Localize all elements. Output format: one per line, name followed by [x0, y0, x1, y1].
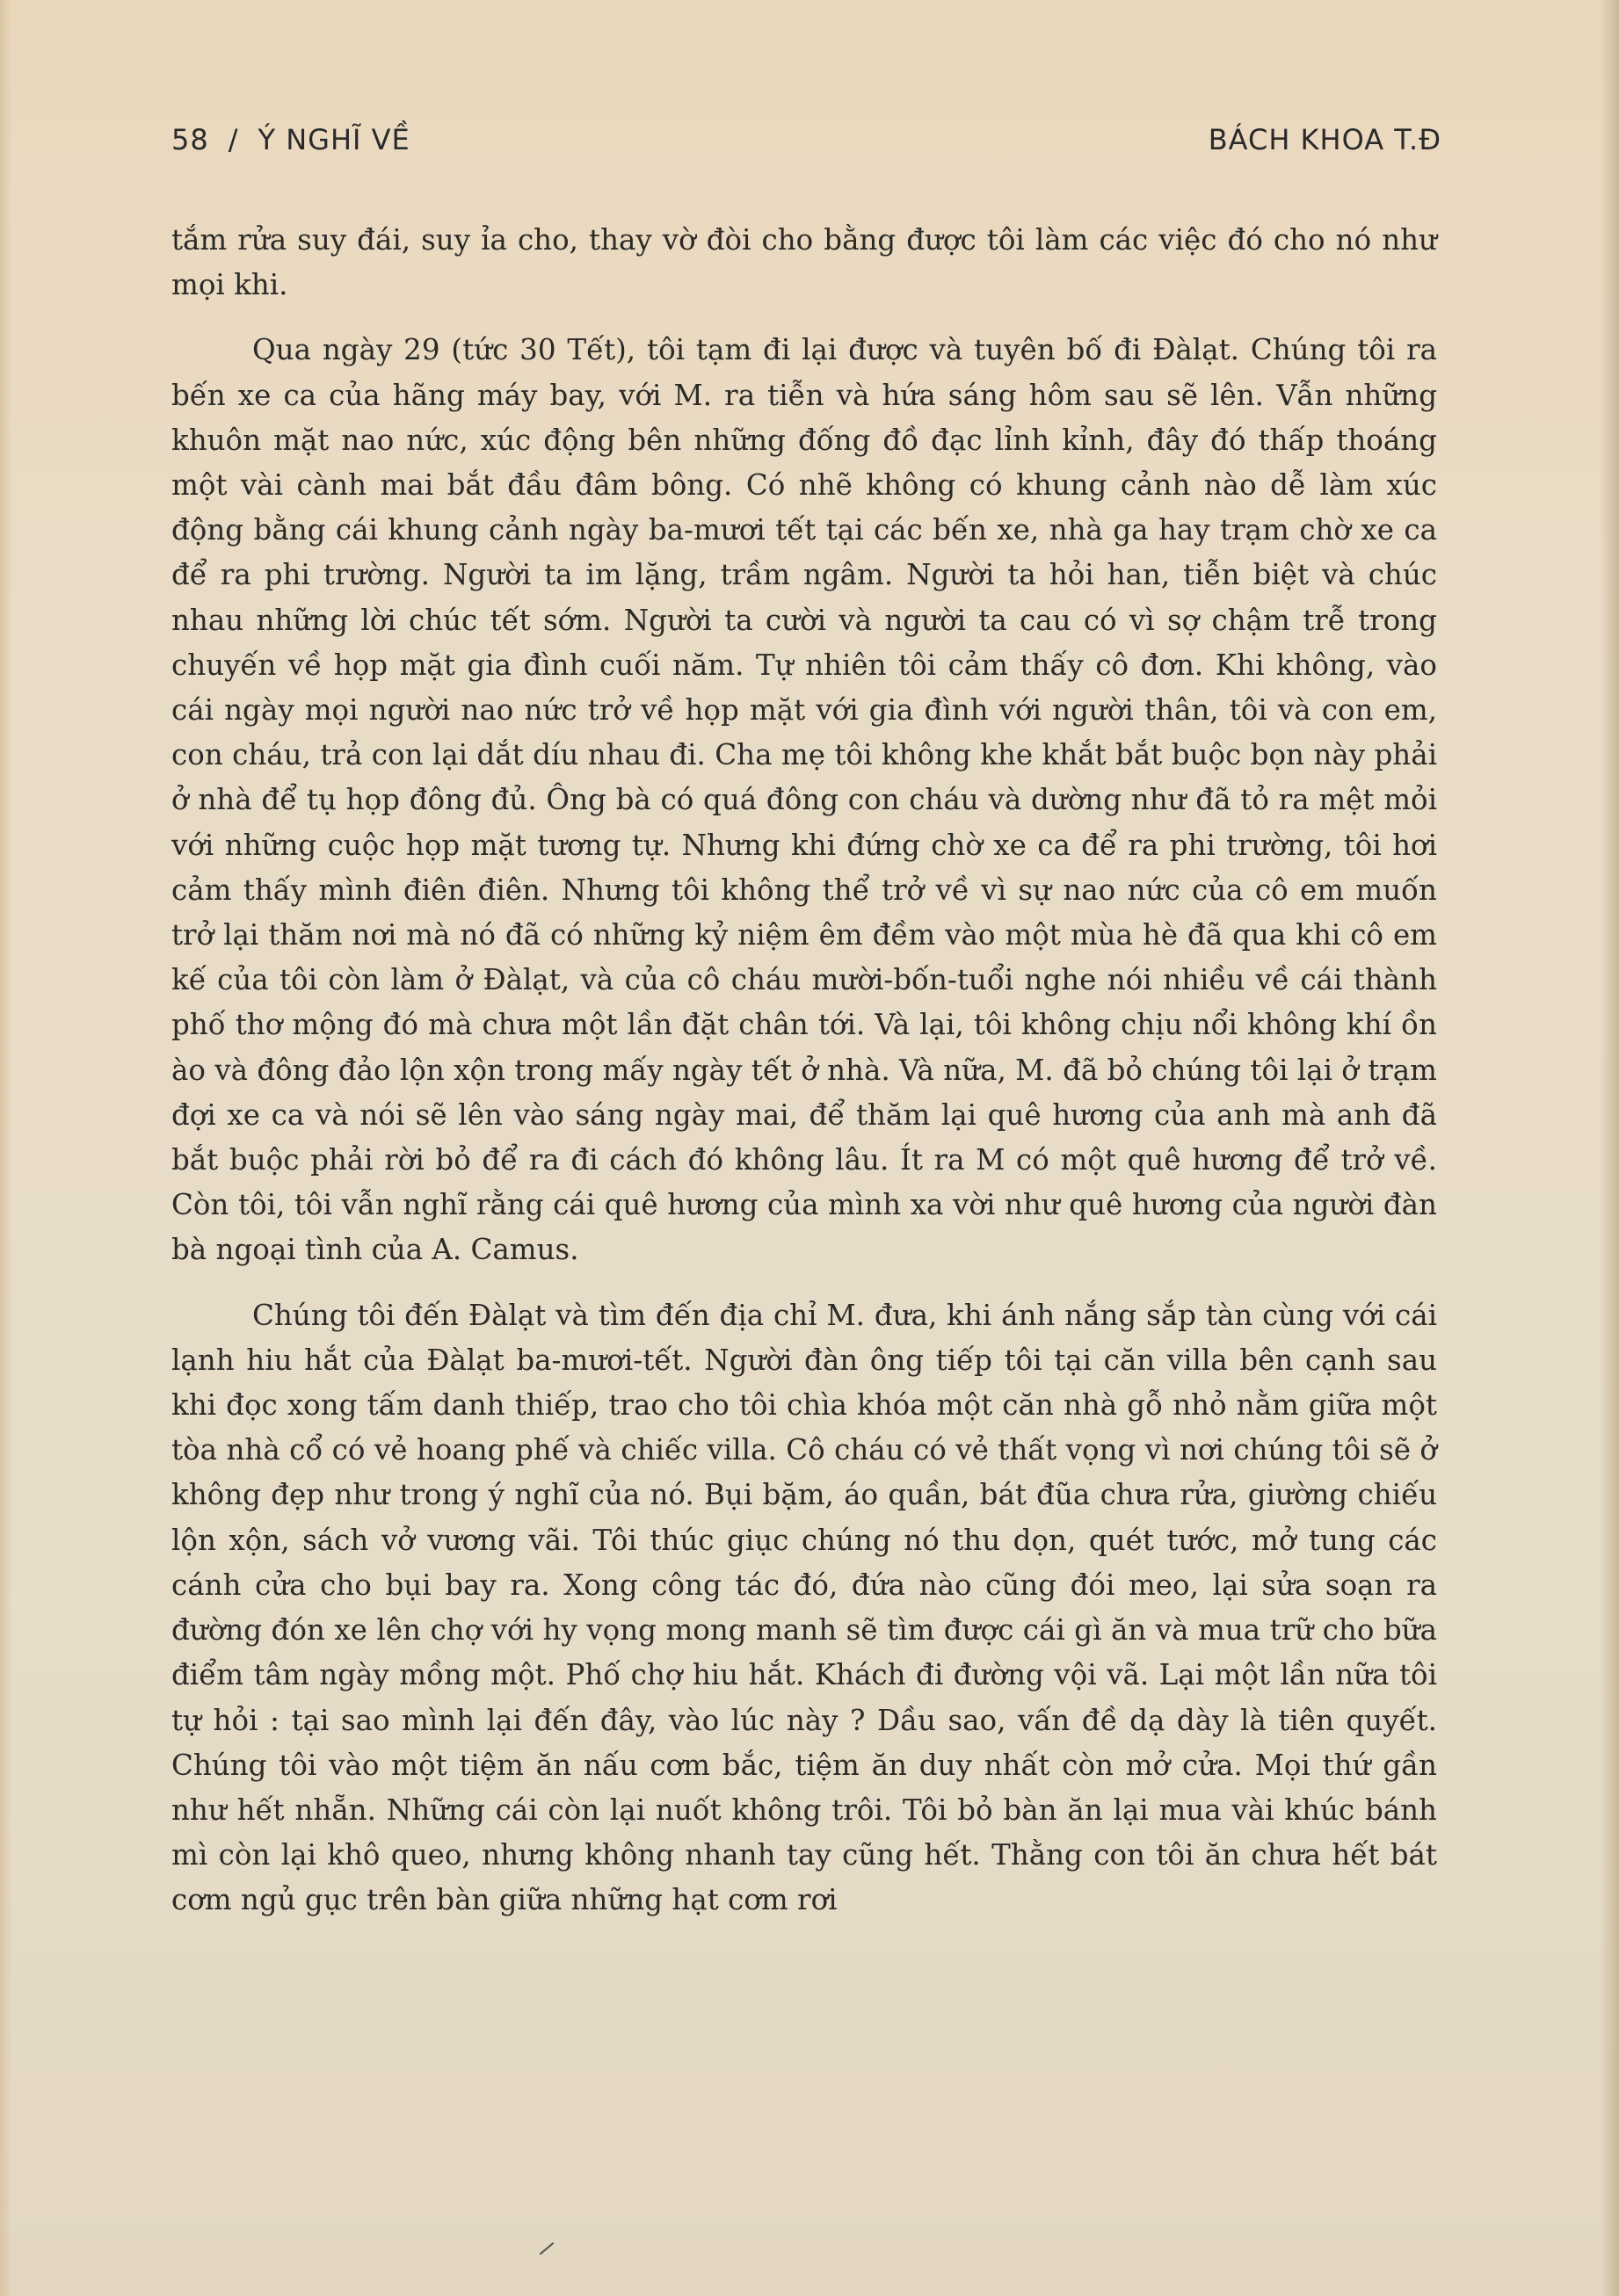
header-separator: / [228, 123, 239, 156]
stray-pencil-mark [540, 2242, 555, 2255]
page-number: 58 [171, 123, 209, 156]
publication-name: BÁCH KHOA T.Đ [1208, 123, 1441, 156]
body-text [171, 218, 1437, 1923]
running-header [171, 123, 1441, 172]
header-left [171, 123, 410, 156]
paragraph-3: Chúng tôi đến Đàlạt và tìm đến địa chỉ M. đưa, khi ánh nắng sắp tàn cùng với cái lạnh hiu hắt của Đàlạt ba-mươi-tết. Người đàn ông tiếp tôi tại căn villa bên cạnh sau khi đọc xong tấm danh thiếp, trao cho tôi chìa khóa một căn nhà gỗ nhỏ nằm giữa một tòa nhà cổ có vẻ hoang phế và chiếc villa. Cô cháu có vẻ thất vọng vì nơi chúng tôi sẽ ở không đẹp như trong ý nghĩ của nó. Bụi bặm, áo quần, bát đũa chưa rửa, giường chiếu lộn xộn, sách vở vương vãi. Tôi thúc giục chúng nó thu dọn, quét tước, mở tung các cánh cửa cho bụi bay ra. Xong công tác đó, đứa nào cũng đói meo, lại sửa soạn ra đường đón xe lên chợ với hy vọng mong manh sẽ tìm được cái gì ăn và mua trữ cho bữa điểm tâm ngày mồng một. Phố chợ hiu hắt. Khách đi đường vội vã. Lại một lần nữa tôi tự hỏi : tại sao mình lại đến đây, vào lúc này ? Dầu sao, vấn đề dạ dày là tiên quyết. Chúng tôi vào một tiệm ăn nấu cơm bắc, tiệm ăn duy nhất còn mở cửa. Mọi thứ gần như hết nhẵn. Những cái còn lại nuốt không trôi. Tôi bỏ bàn ăn lại mua vài khúc bánh mì còn lại khô queo, nhưng không nhanh tay cũng hết. Thằng con tôi ăn chưa hết bát cơm ngủ gục trên bàn giữa những hạt cơm rơi [171, 1298, 1437, 1917]
section-title: Ý NGHĨ VỀ [258, 123, 410, 156]
paragraph-2: Qua ngày 29 (tức 30 Tết), tôi tạm đi lại được và tuyên bố đi Đàlạt. Chúng tôi ra bến xe ca của hãng máy bay, với M. ra tiễn và hứa sáng hôm sau sẽ lên. Vẫn những khuôn mặt nao nức, xúc động bên những đống đồ đạc lỉnh kỉnh, đây đó thấp thoáng một vài cành mai bắt đầu đâm bông. Có nhẽ không có khung cảnh nào dễ làm xúc động bằng cái khung cảnh ngày ba-mươi tết tại các bến xe, nhà ga hay trạm chờ xe ca để ra phi trường. Người ta im lặng, trầm ngâm. Người ta hỏi han, tiễn biệt và chúc nhau những lời chúc tết sớm. Người ta cười và người ta cau có vì sợ chậm trễ trong chuyến về họp mặt gia đình cuối năm. Tự nhiên tôi cảm thấy cô đơn. Khi không, vào cái ngày mọi người nao nức trở về họp mặt với gia đình với người thân, tôi và con em, con cháu, trả con lại dắt díu nhau đi. Cha mẹ tôi không khe khắt bắt buộc bọn này phải ở nhà để tụ họp đông đủ. Ông bà có quá đông con cháu và dường như đã tỏ ra mệt mỏi với những cuộc họp mặt tương tự. Nhưng khi đứng chờ xe ca để ra phi trường, tôi hơi cảm thấy mình điên điên. Nhưng tôi không thể trở về vì sự nao nức của cô em muốn trở lại thăm nơi mà nó đã có những kỷ niệm êm đềm vào một mùa hè đã qua khi cô em kế của tôi còn làm ở Đàlạt, và của cô cháu mười-bốn-tuổi nghe nói nhiều về cái thành phố thơ mộng đó mà chưa một lần đặt chân tới. Và lại, tôi không chịu nổi không khí ồn ào và đông đảo lộn xộn trong mấy ngày tết ở nhà. Và nữa, M. đã bỏ chúng tôi lại ở trạm đợi xe ca và nói sẽ lên vào sáng ngày mai, để thăm lại quê hương của anh mà anh đã bắt buộc phải rời bỏ để ra đi cách đó không lâu. Ít ra M có một quê hương để trở về. Còn tôi, tôi vẫn nghĩ rằng cái quê hương của mình xa vời như quê hương của người đàn bà ngoại tình của A. Camus. [171, 333, 1437, 1267]
paragraph-1: tắm rửa suy đái, suy ỉa cho, thay vờ đòi cho bằng được tôi làm các việc đó cho nó như mọi khi. [171, 223, 1437, 302]
